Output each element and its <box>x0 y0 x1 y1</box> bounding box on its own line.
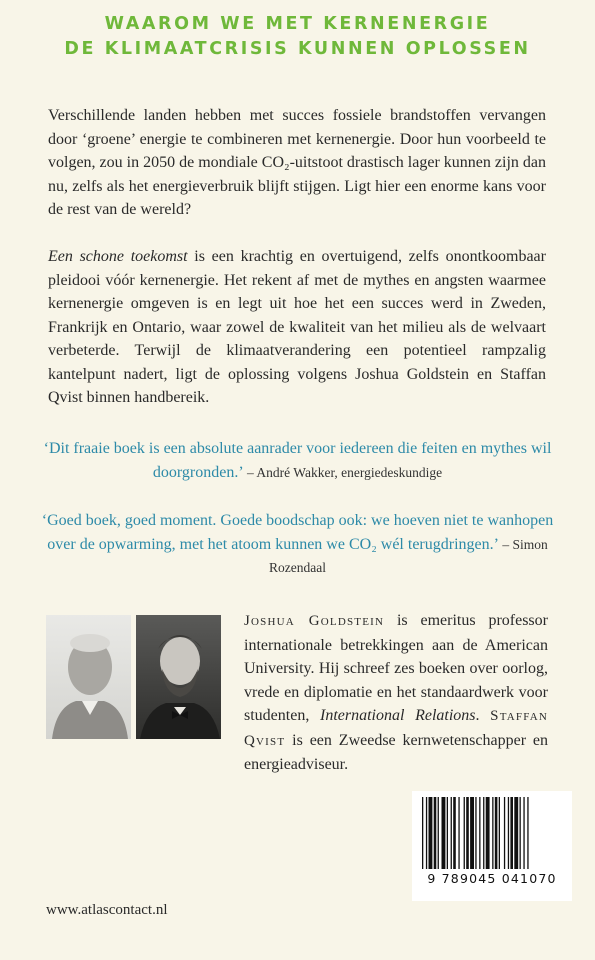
barcode-bar <box>451 797 452 869</box>
blurb-paragraph-2-text: is een krachtig en overtuigend, zelfs onontkoombaar pleidooi vóór kernenergie. Het rekent af met de mythes en angsten waarmee kernenergie omgeven is en legt uit hoe het een succes werd in Zweden, Frankrijk en Ontario, waar zowel de kwaliteit van het milieu als de welvaart verbeterde. Terwijl de klimaatverandering een potentieel rampzalig kantelpunt nadert, ligt de oplossing volgens Joshua Goldstein en Staffan Qvist binnen handbereik. <box>48 248 546 406</box>
barcode-bar <box>504 797 505 869</box>
review-quote-1 <box>30 437 565 484</box>
barcode-bar <box>510 797 513 869</box>
barcode-bar <box>479 797 480 869</box>
barcode-bar <box>527 797 528 869</box>
bio-book-title: International Relations <box>319 707 476 724</box>
barcode-bar <box>514 797 518 869</box>
barcode-bar <box>486 797 490 869</box>
quote-2-attribution: – Simon Rozendaal <box>269 536 548 575</box>
author-bio <box>244 609 548 777</box>
barcode-bars <box>420 797 564 871</box>
barcode <box>412 791 572 901</box>
barcode-bar <box>453 797 456 869</box>
barcode-bar <box>475 797 476 869</box>
title-line-1: WAAROM WE MET KERNENERGIE <box>104 14 491 34</box>
barcode-bar <box>523 797 524 869</box>
barcode-bar <box>508 797 509 869</box>
barcode-bar <box>483 797 484 869</box>
blurb-paragraph-1: Verschillende landen hebben met succes fossiele brandstoffen vervangen door ‘groene’ energie te combineren met kernenergie. Door hun voorbeeld te volgen, zou in 2050 de mondiale CO₂-uitstoot drastisch lager kunnen zijn dan nu, zelfs als het energieverbruik blijft stijgen. Ligt hier een enorme kans voor de rest van de wereld? <box>48 107 546 218</box>
author-name-1: Joshua Goldstein <box>244 613 385 629</box>
barcode-bar <box>442 797 446 869</box>
blurb-paragraph-2 <box>48 245 546 410</box>
barcode-bar <box>447 797 448 869</box>
publisher-url[interactable]: www.atlascontact.nl <box>46 902 168 918</box>
review-quote-2 <box>30 509 565 580</box>
barcode-bar <box>466 797 469 869</box>
quote-1-text: ‘Dit fraaie boek is een absolute aanrader voor iedereen die feiten en mythes wil doorgronden.’ <box>43 440 552 481</box>
author-photo-qvist <box>136 615 221 739</box>
barcode-bar <box>426 797 427 869</box>
bio-text-2: . <box>475 707 491 724</box>
quote-2-text: ‘Goed boek, goed moment. Goede boodschap ook: we hoeven niet te wanhopen over de opwarming, met het atoom kunnen we CO₂ wél terugdringen.’ <box>41 512 554 553</box>
author-name-2: Staffan Qvist <box>244 708 549 749</box>
barcode-bar <box>464 797 465 869</box>
author-photo-goldstein <box>46 615 131 739</box>
quote-1-attribution: – André Wakker, energiedeskundige <box>243 464 443 480</box>
barcode-bar <box>470 797 474 869</box>
isbn-number: 9 789045 041070 <box>427 871 557 886</box>
bio-text-3: is een Zweedse kernwetenschapper en energieadviseur. <box>244 731 548 773</box>
title-line-2: DE KLIMAATCRISIS KUNNEN OPLOSSEN <box>64 39 531 59</box>
barcode-bar <box>492 797 493 869</box>
back-cover-title <box>0 12 595 62</box>
barcode-bar <box>520 797 521 869</box>
book-title: Een schone toekomst <box>48 248 188 265</box>
barcode-bar <box>499 797 500 869</box>
barcode-bar <box>429 797 433 869</box>
barcode-bar <box>422 797 423 869</box>
barcode-bar <box>438 797 439 869</box>
barcode-bar <box>434 797 437 869</box>
barcode-bar <box>495 797 498 869</box>
barcode-bar <box>458 797 459 869</box>
bio-text-1: is emeritus professor internationale betrekkingen aan de American University. Hij schreef zes boeken over oorlog, vrede en diplomatie en het standaardwerk voor studenten, <box>244 612 548 724</box>
